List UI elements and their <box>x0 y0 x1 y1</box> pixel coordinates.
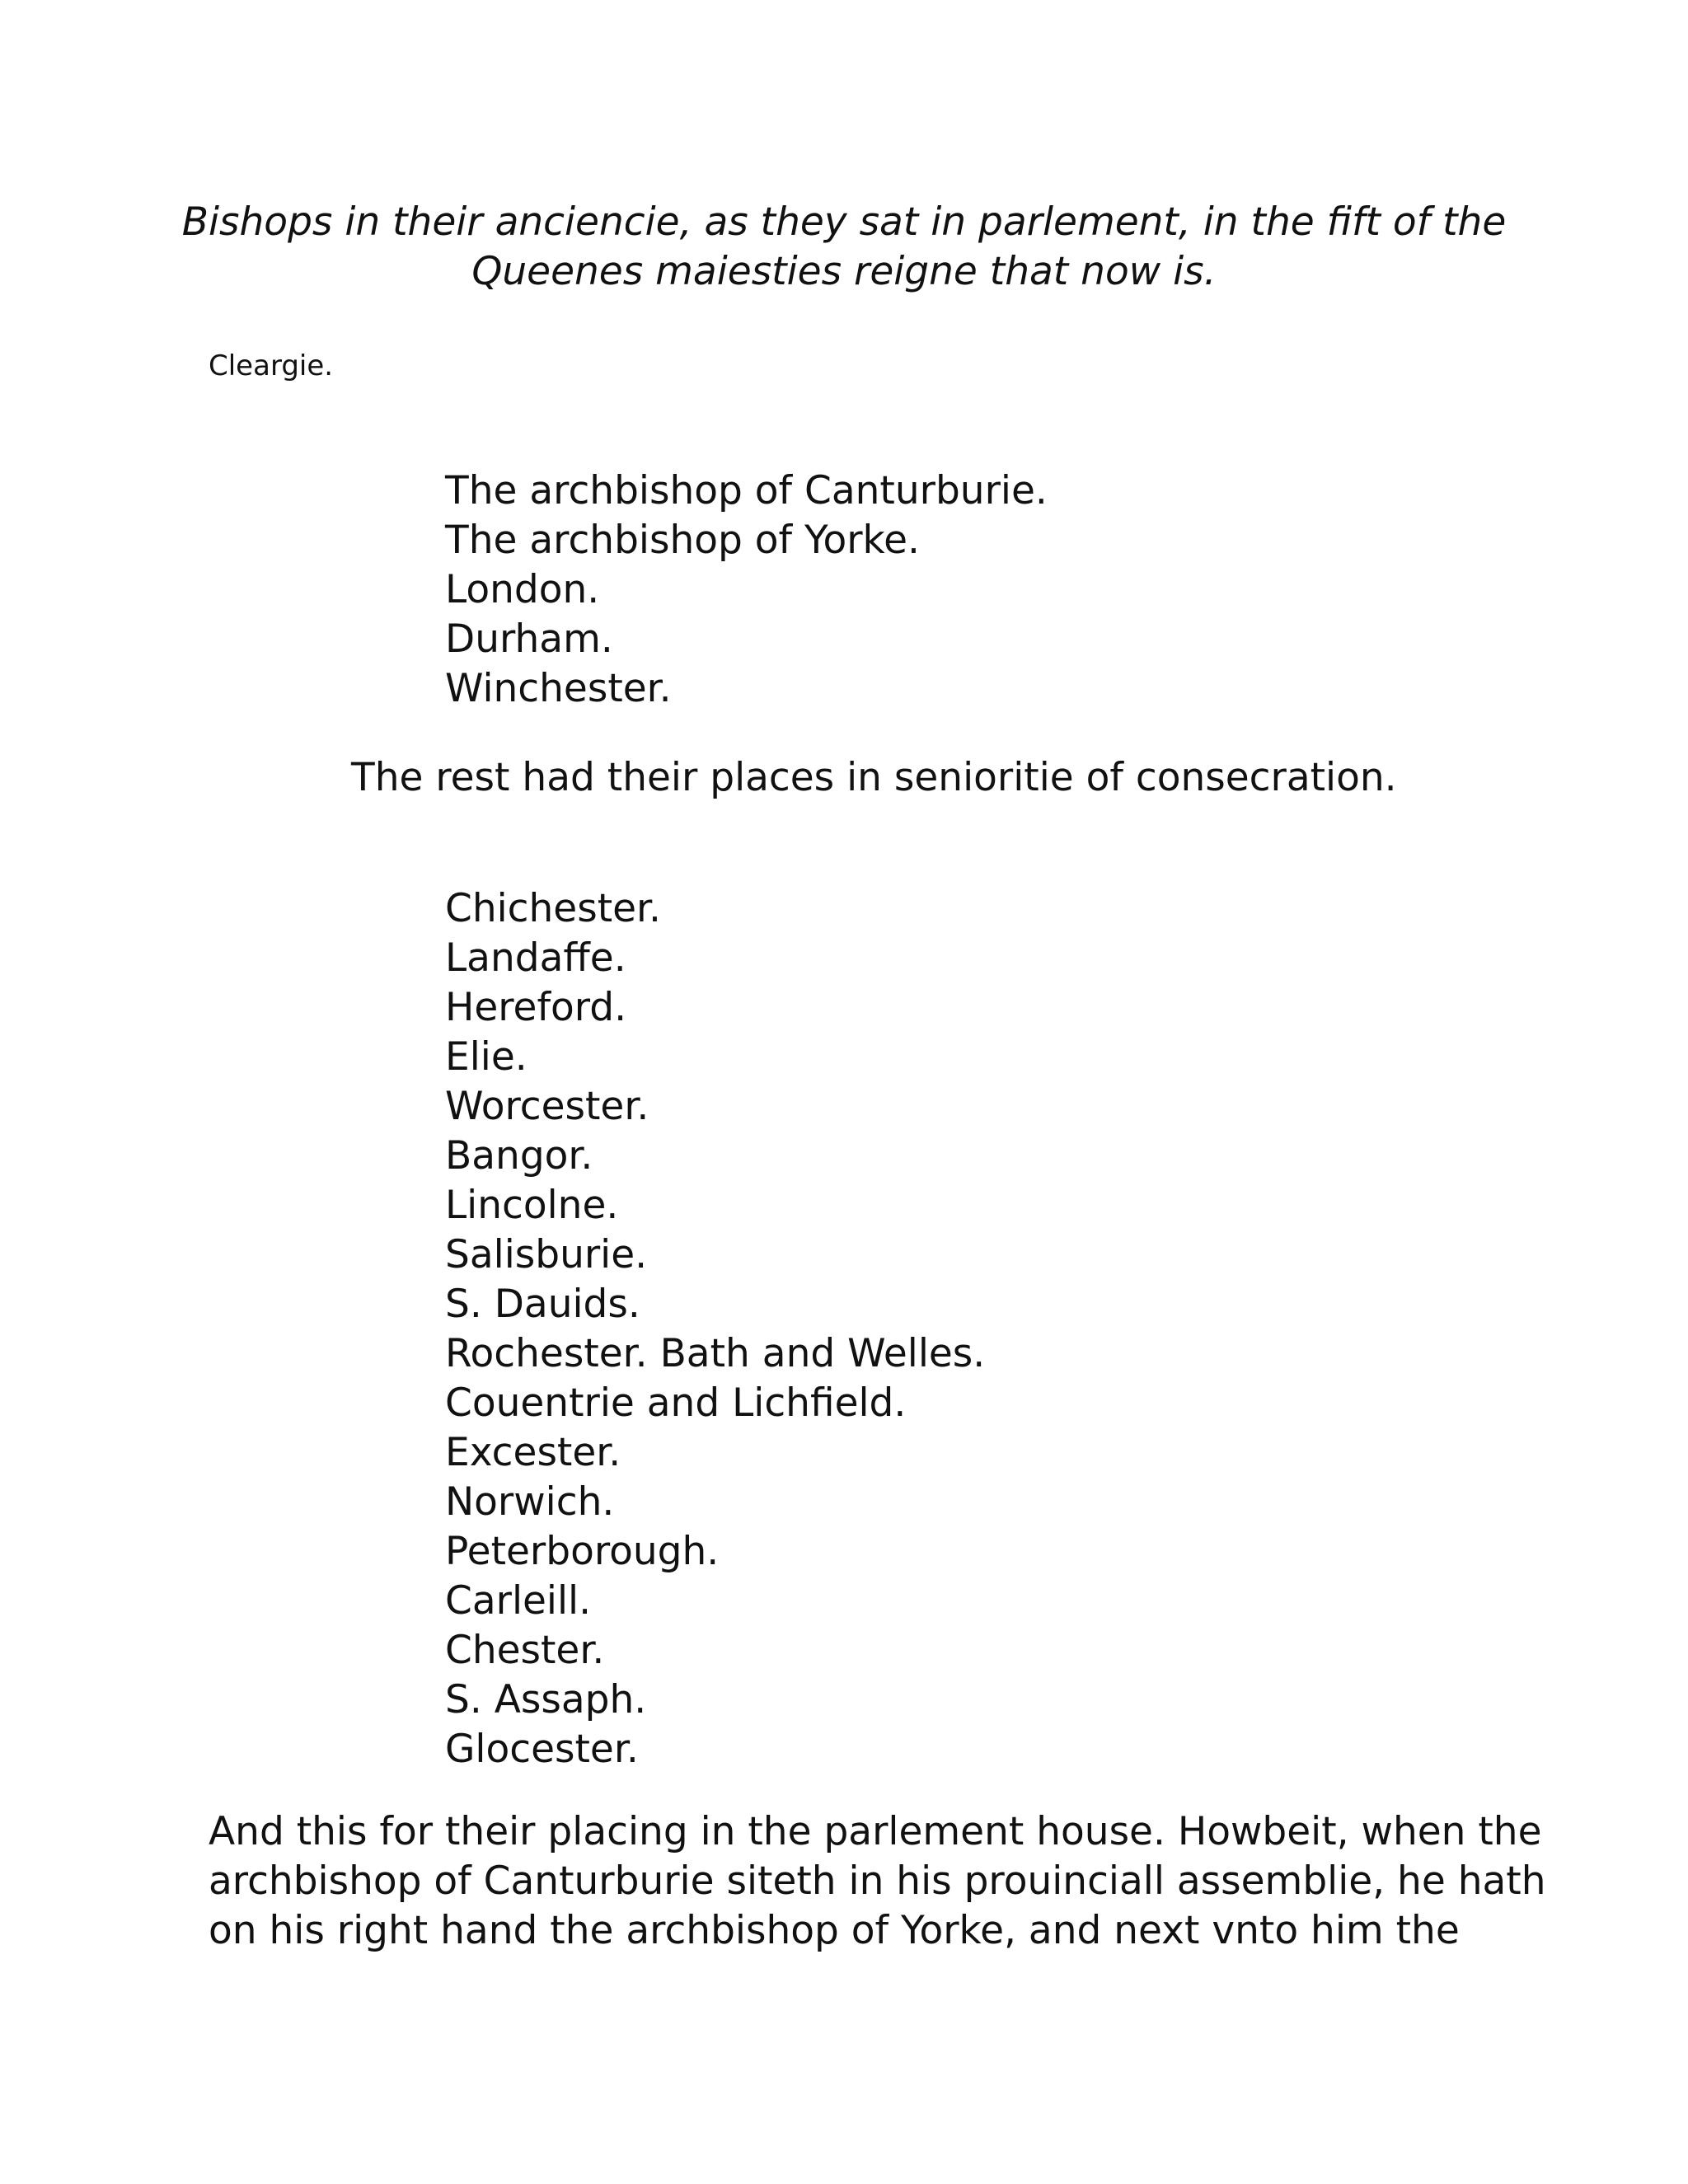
list-item: Hereford. <box>445 985 627 1030</box>
list-item: Lincolne. <box>445 1183 619 1228</box>
list-item: S. Dauids. <box>445 1282 640 1327</box>
list-item: The archbishop of Yorke. <box>445 518 920 563</box>
list-item: Salisburie. <box>445 1232 648 1277</box>
margin-note: Cleargie. <box>209 349 334 382</box>
paragraph-line: And this for their placing in the parlement house. Howbeit, when the <box>209 1809 1542 1854</box>
list-item: London. <box>445 567 600 612</box>
list-item: Bangor. <box>445 1133 593 1179</box>
list-item: Excester. <box>445 1430 621 1475</box>
list-item: Carleill. <box>445 1578 592 1624</box>
list-item: Couentrie and Lichfield. <box>445 1380 907 1426</box>
seniority-note: The rest had their places in senioritie of consecration. <box>351 755 1397 800</box>
list-item: Chester. <box>445 1628 605 1673</box>
list-item: Landaffe. <box>445 935 626 981</box>
list-item: Elie. <box>445 1034 528 1080</box>
list-item: Durham. <box>445 616 613 662</box>
body-paragraph <box>209 1807 1546 1956</box>
paragraph-line: on his right hand the archbishop of Yorke, and next vnto him the <box>209 1908 1460 1953</box>
list-item: Peterborough. <box>445 1529 720 1574</box>
list-item: Worcester. <box>445 1084 649 1129</box>
primary-sees-list <box>445 466 1048 714</box>
title-line-1: Bishops in their anciencie, as they sat in parlement, in the fift of the <box>181 199 1507 245</box>
list-item: S. Assaph. <box>445 1677 647 1722</box>
list-item: Chichester. <box>445 886 661 931</box>
remaining-sees-list <box>445 884 985 1774</box>
page-title <box>165 198 1523 297</box>
title-line-2: Queenes maiesties reigne that now is. <box>471 249 1217 294</box>
list-item: Glocester. <box>445 1727 639 1772</box>
list-item: Winchester. <box>445 666 672 711</box>
list-item: The archbishop of Canturburie. <box>445 468 1048 513</box>
paragraph-line: archbishop of Canturburie siteth in his prouinciall assemblie, he hath <box>209 1858 1546 1904</box>
list-item: Rochester. Bath and Welles. <box>445 1331 986 1376</box>
list-item: Norwich. <box>445 1479 615 1525</box>
